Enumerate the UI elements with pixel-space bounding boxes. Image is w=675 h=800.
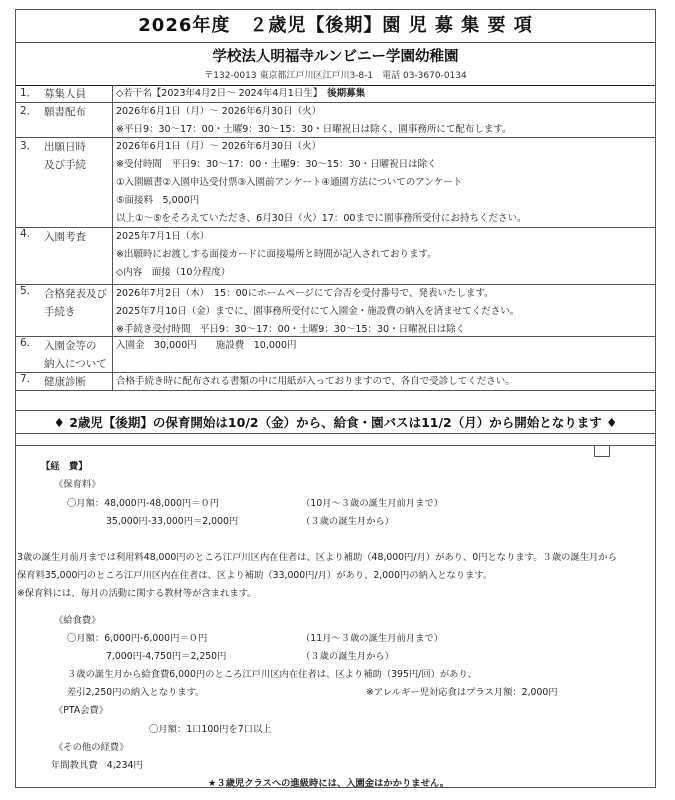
footer-note: ★３歳児クラスへの進級時には、入園金はかかりません。 bbox=[208, 778, 450, 789]
page-title: 2026年度 ２歳児【後期】園 児 募 集 要 項 bbox=[16, 10, 655, 43]
row-number: 5. bbox=[20, 285, 31, 297]
row-line: ⑤面接料 5,000円 bbox=[116, 195, 200, 206]
row-value bbox=[116, 103, 655, 139]
row-line: ①入園願書②入園申込受付票③入園前アンケート④通園方法についてのアンケート bbox=[116, 177, 463, 188]
row-line: ※受付時間 平日9：30～17：00・土曜9：30～15：30・日曜祝日は除く bbox=[116, 159, 437, 170]
checkbox-icon bbox=[594, 446, 610, 457]
other-fees-title: 《その他の経費》 bbox=[54, 742, 129, 753]
equipment-fee-line: 年間教具費 4,234円 bbox=[51, 760, 143, 771]
childcare-fee-calc-2: 35,000円-33,000円＝2,000円 bbox=[106, 516, 239, 527]
pta-fee-line: 〇月額：1口100円を7口以上 bbox=[149, 724, 272, 735]
spacer-row bbox=[16, 391, 655, 411]
meal-fee-note-2: （３歳の誕生月から） bbox=[301, 651, 394, 662]
row-label bbox=[16, 337, 113, 372]
row-number: 7. bbox=[20, 373, 31, 385]
row-value bbox=[116, 373, 655, 391]
table-row-health-check bbox=[16, 373, 655, 391]
row-line: ◇若干名【2023年4月2日～ 2024年4月1日生】 bbox=[116, 88, 318, 99]
row-number: 4. bbox=[20, 228, 31, 240]
childcare-fee-title: 《保育料》 bbox=[54, 479, 101, 490]
org-name: 学校法人明福寺ルンビニー学園幼稚園 bbox=[212, 49, 459, 65]
meal-fee-title: 《給食費》 bbox=[54, 615, 101, 626]
recruitment-type: 後期募集 bbox=[327, 88, 366, 99]
row-label-text: 納入について bbox=[44, 358, 107, 370]
start-date-notice: ♦ 2歳児【後期】の保育開始は10/2（金）から、給食・園バスは11/2（月）から開始となります ♦ bbox=[16, 411, 655, 434]
row-value bbox=[116, 85, 655, 103]
childcare-fee-para-1: 3歳の誕生月前月までは利用料48,000円のところ江戸川区内在住者は、区より補助（48,000円/月）があり、0円となります。３歳の誕生月から bbox=[17, 552, 617, 563]
row-label bbox=[16, 373, 113, 390]
row-number: 2． bbox=[20, 105, 38, 117]
row-label bbox=[16, 85, 113, 102]
row-line: ※出願時にお渡しする面接カードに面接場所と時間が記入されております。 bbox=[116, 249, 437, 260]
table-row-recruitment bbox=[16, 85, 655, 103]
allergy-note: ※アレルギー児対応食はプラス月額：2,000円 bbox=[366, 687, 558, 698]
spacer-row bbox=[16, 434, 655, 446]
row-line: 入園金 30,000円 施設費 10,000円 bbox=[116, 340, 297, 351]
row-line: 合格手続き時に配布される書類の中に用紙が入っておりますので、各自で受診してください。 bbox=[116, 376, 515, 387]
row-number: 1． bbox=[20, 87, 38, 99]
meal-fee-note-1: （11月～３歳の誕生月前月まで） bbox=[301, 633, 443, 644]
row-line: 2026年7月2日（木） 15：00にホームページにて合否を受付番号で、発表いたします。 bbox=[116, 288, 494, 299]
childcare-fee-para-2: 保育料35,000円のところ江戸川区内在住者は、区より補助（33,000円/月）があり、2,000円の納入となります。 bbox=[17, 570, 493, 581]
row-number: 3． bbox=[20, 140, 38, 152]
table-row-fees-payment bbox=[16, 337, 655, 373]
row-value bbox=[116, 337, 655, 355]
row-line: 2026年6月1日（月）～ 2026年6月30日（火） bbox=[116, 106, 322, 117]
table-row-application-procedure bbox=[16, 138, 655, 228]
table-row-application-distribution bbox=[16, 103, 655, 138]
row-label bbox=[16, 285, 113, 336]
meal-fee-para-1: ３歳の誕生月から給食費6,000円のところ江戸川区内在住者は、区より補助（395円/回）があり、 bbox=[67, 669, 478, 680]
childcare-fee-note-2: （３歳の誕生月から） bbox=[301, 516, 394, 527]
row-label-text: 及び手続 bbox=[44, 159, 86, 171]
row-label bbox=[16, 228, 113, 284]
row-label-text: 出願日時 bbox=[44, 141, 86, 153]
row-label-text: 入園考査 bbox=[44, 231, 86, 243]
row-label-text: 入園金等の bbox=[44, 340, 97, 352]
meal-fee-calc-2: 7,000円-4,750円＝2,250円 bbox=[106, 651, 227, 662]
row-value bbox=[116, 228, 655, 282]
row-label-text: 募集人員 bbox=[44, 88, 86, 100]
childcare-fee-note-1: （10月～３歳の誕生月前月まで） bbox=[301, 498, 443, 509]
document-frame bbox=[15, 9, 656, 788]
meal-fee-calc-1: 〇月額：6,000円-6,000円＝０円 bbox=[67, 633, 208, 644]
row-line: 以上①～⑤をそろえていただき、6月30日（火）17：00までに園事務所受付にお持ちください。 bbox=[116, 213, 527, 224]
row-line: ※手続き受付時間 平日9：30～17：00・土曜9：30～15：30・日曜祝日は除く bbox=[116, 324, 466, 335]
table-row-screening bbox=[16, 228, 655, 285]
row-label bbox=[16, 138, 113, 227]
row-value bbox=[116, 138, 655, 228]
row-number: 6. bbox=[20, 337, 31, 349]
fees-heading: 【経 費】 bbox=[41, 461, 88, 472]
childcare-fee-calc-1: 〇月額：48,000円-48,000円＝０円 bbox=[67, 498, 220, 509]
row-label-text: 手続き bbox=[44, 306, 76, 318]
row-label bbox=[16, 103, 113, 137]
meal-fee-para-2: 差引2,250円の納入となります。 bbox=[67, 687, 205, 698]
row-line: 2025年7月1日（水） bbox=[116, 231, 210, 242]
row-label-text: 願書配布 bbox=[44, 106, 86, 118]
row-line: ※平日9：30～17：00・土曜9：30～15：30・日曜祝日は除く、園事務所にて配布します。 bbox=[116, 124, 512, 135]
org-address: 〒132-0013 東京都江戸川区江戸川3-8-1 電話 03-3670-0134 bbox=[204, 71, 467, 81]
row-line: ◇内容 面接（10分程度） bbox=[116, 267, 231, 278]
org-header bbox=[16, 42, 655, 86]
row-line: 2026年6月1日（月）～ 2026年6月30日（火） bbox=[116, 141, 322, 152]
row-line: 2025年7月10日（金）までに、園事務所受付にて入園金・施設費の納入を済ませてください。 bbox=[116, 306, 520, 317]
row-label-text: 合格発表及び bbox=[44, 288, 107, 300]
childcare-fee-para-3: ※保育料には、毎月の活動に関する教材等が含まれます。 bbox=[17, 588, 257, 599]
row-value bbox=[116, 285, 655, 339]
table-row-results bbox=[16, 285, 655, 337]
pta-fee-title: 《PTA会費》 bbox=[54, 705, 109, 716]
row-label-text: 健康診断 bbox=[44, 376, 86, 388]
